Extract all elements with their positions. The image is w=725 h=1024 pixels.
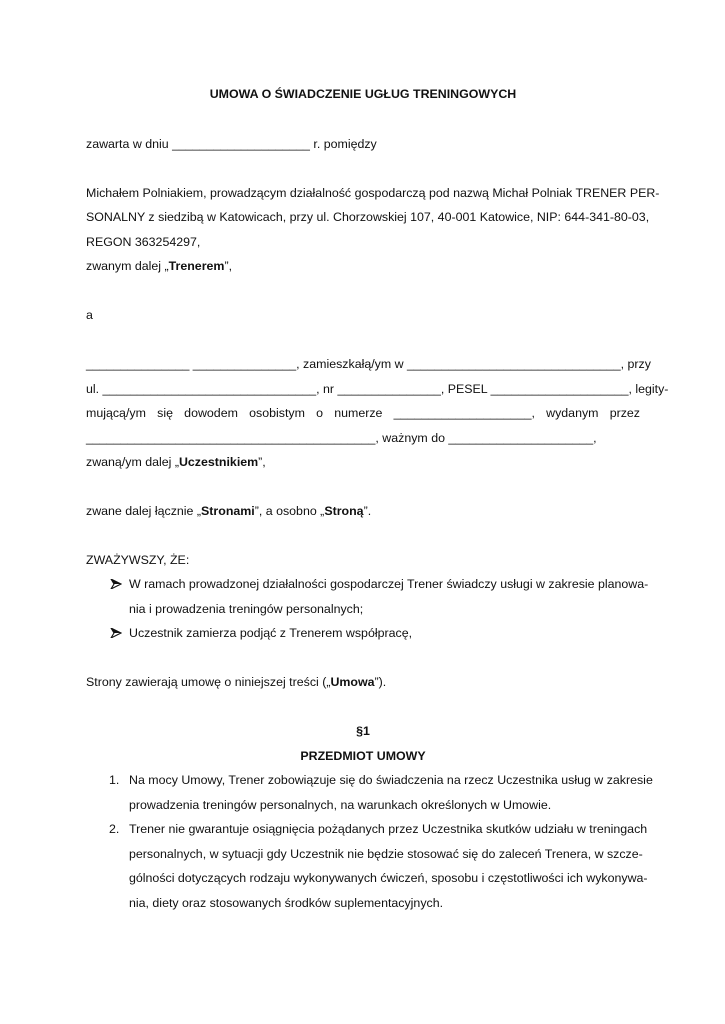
agreement-line bbox=[86, 674, 640, 690]
participant-defined-term: Uczestnikiem bbox=[178, 455, 259, 469]
participant-called-suffix: ”, bbox=[258, 455, 266, 469]
agreement-prefix: Strony zawierają umowę o niniejszej treści („ bbox=[86, 675, 331, 689]
concluded-date-line bbox=[86, 136, 640, 152]
point-number: 2. bbox=[109, 822, 120, 836]
arrow-bullet-icon bbox=[110, 628, 122, 638]
participant-line-1: _______________ _______________, zamieszkałą/ym w _______________________________, przy bbox=[86, 357, 651, 371]
trainer-called-suffix: ”, bbox=[224, 259, 233, 273]
parties-line bbox=[86, 503, 640, 519]
point-2-line-2: personalnych, w sytuacji gdy Uczestnik nie będzie stosować się do zaleceń Trenera, w szcze- bbox=[129, 847, 643, 861]
section-1-number: §1 bbox=[356, 724, 370, 738]
conjunction-a: a bbox=[86, 308, 93, 322]
trainer-called-line bbox=[86, 258, 640, 274]
concluded-suffix: r. pomiędzy bbox=[313, 137, 377, 151]
whereas-heading: ZWAŻYWSZY, ŻE: bbox=[86, 553, 190, 567]
contract-title: UMOWA O ŚWIADCZENIE UGŁUG TRENINGOWYCH bbox=[209, 87, 517, 101]
concluded-date-blank: ____________________ bbox=[172, 137, 310, 151]
agreement-suffix: ”). bbox=[374, 675, 387, 689]
parties-prefix: zwane dalej łącznie „ bbox=[86, 504, 202, 518]
trainer-called-prefix: zwanym dalej „ bbox=[86, 259, 169, 273]
trainer-line-2: SONALNY z siedzibą w Katowicach, przy ul. Chorzowskiej 107, 40-001 Katowice, NIP: 644-341-80-03, bbox=[86, 210, 650, 224]
trainer-line-3: REGON 363254297, bbox=[86, 235, 201, 249]
parties-plural-term: Stronami bbox=[201, 504, 255, 518]
participant-line-4: __________________________________________, ważnym do _____________________, bbox=[86, 431, 597, 445]
point-1-line-1: Na mocy Umowy, Trener zobowiązuje się do świadczenia na rzecz Uczestnika usług w zakresie bbox=[129, 773, 653, 787]
trainer-line-1: Michałem Polniakiem, prowadzącym działalność gospodarczą pod nazwą Michał Polniak TRENER PER- bbox=[86, 186, 660, 200]
participant-line-2: ul. _______________________________, nr _______________, PESEL ____________________, legity- bbox=[86, 382, 669, 396]
parties-suffix: ”. bbox=[363, 504, 372, 518]
participant-line-3: mującą/ym się dowodem osobistym o numerze ____________________, wydanym przez bbox=[86, 406, 640, 420]
participant-called-line bbox=[86, 454, 640, 470]
agreement-defined-term: Umowa bbox=[330, 675, 375, 689]
whereas-item-2-line-1: Uczestnik zamierza podjąć z Trenerem współpracę, bbox=[129, 626, 413, 640]
whereas-item-1-line-2: nia i prowadzenia treningów personalnych; bbox=[129, 602, 364, 616]
parties-middle: ”, a osobno „ bbox=[254, 504, 325, 518]
point-number: 1. bbox=[109, 773, 120, 787]
concluded-prefix: zawarta w dniu bbox=[86, 137, 169, 151]
participant-called-prefix: zwaną/ym dalej „ bbox=[86, 455, 179, 469]
parties-singular-term: Stroną bbox=[324, 504, 364, 518]
point-2-line-1: Trener nie gwarantuje osiągnięcia pożądanych przez Uczestnika skutków udziału w treningach bbox=[129, 822, 648, 836]
trainer-defined-term: Trenerem bbox=[168, 259, 225, 273]
whereas-item-1-line-1: W ramach prowadzonej działalności gospodarczej Trener świadczy usługi w zakresie planowa- bbox=[129, 577, 649, 591]
arrow-bullet-icon bbox=[110, 579, 122, 589]
point-2-line-4: nia, diety oraz stosowanych środków suplementacyjnych. bbox=[129, 896, 444, 910]
contract-page bbox=[86, 0, 669, 1024]
point-2-line-3: gólności dotyczących rodzaju wykonywanych ćwiczeń, sposobu i częstotliwości ich wykonywa- bbox=[129, 871, 648, 885]
point-1-line-2: prowadzenia treningów personalnych, na warunkach określonych w Umowie. bbox=[129, 798, 552, 812]
section-1-heading: PRZEDMIOT UMOWY bbox=[300, 749, 426, 763]
